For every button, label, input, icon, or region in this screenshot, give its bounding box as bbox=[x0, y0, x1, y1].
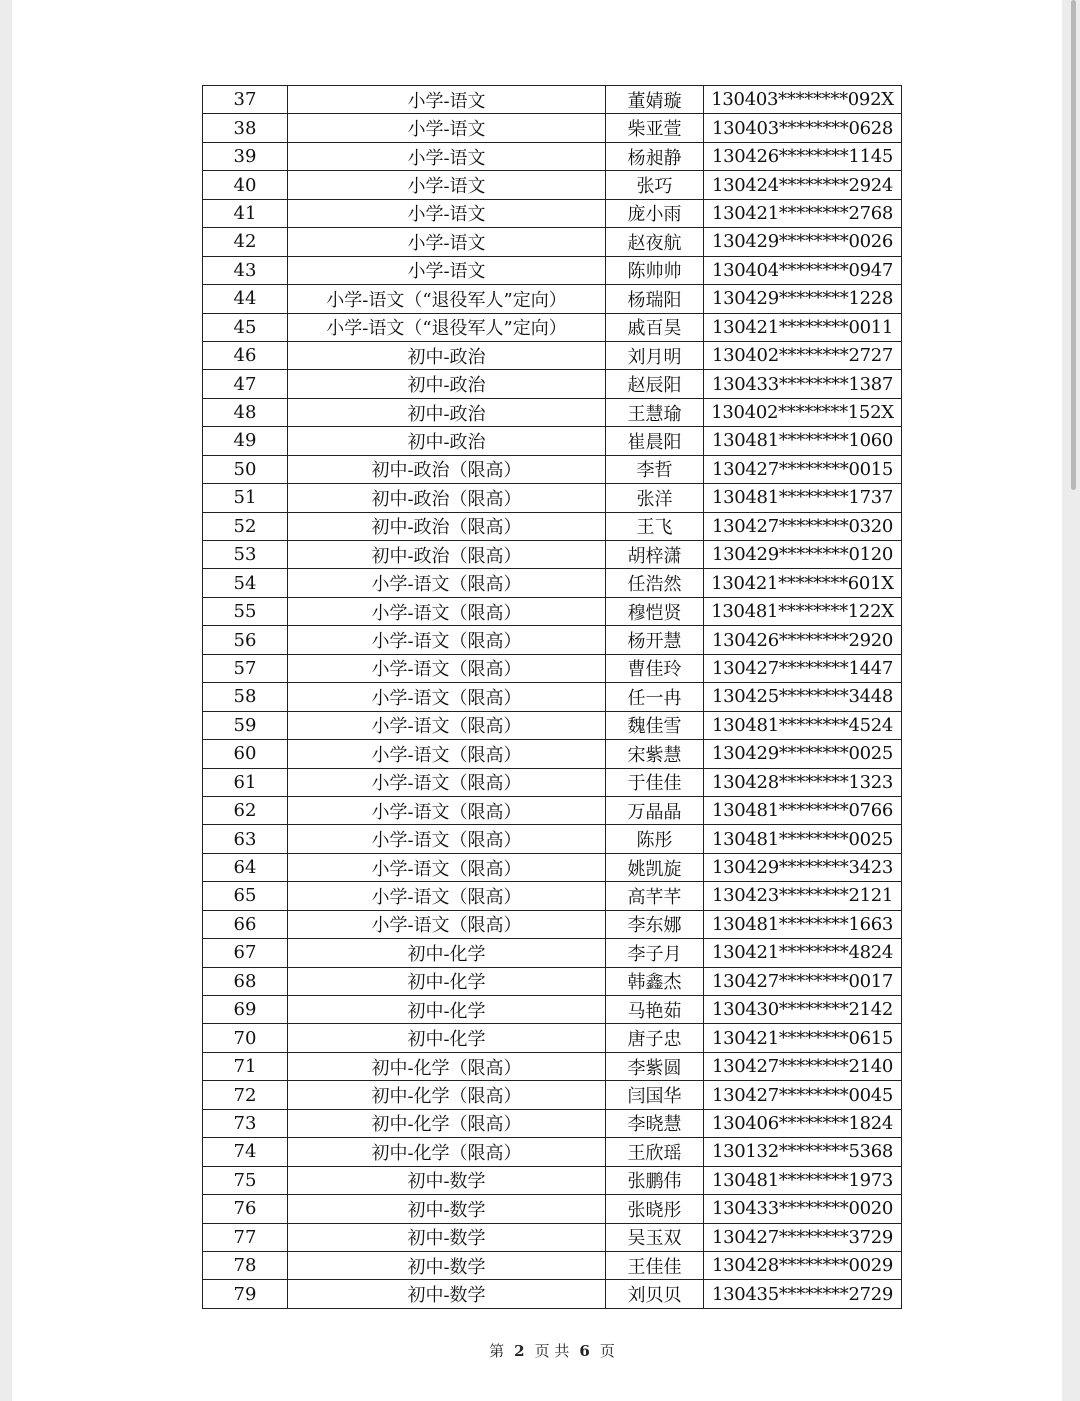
table-row bbox=[203, 740, 902, 768]
id-number-cell: 130481********1973 bbox=[704, 1166, 902, 1194]
page-footer bbox=[12, 1340, 1080, 1361]
name-cell: 张巧 bbox=[606, 171, 704, 199]
subject-cell: 初中-政治（限高） bbox=[288, 541, 606, 569]
name-cell: 姚凯旋 bbox=[606, 853, 704, 881]
id-number-cell: 130481********0025 bbox=[704, 825, 902, 853]
row-number-cell: 70 bbox=[203, 1024, 288, 1052]
name-cell: 李晓慧 bbox=[606, 1109, 704, 1137]
row-number-cell: 65 bbox=[203, 882, 288, 910]
subject-cell: 小学-语文（限高） bbox=[288, 597, 606, 625]
subject-cell: 小学-语文 bbox=[288, 256, 606, 284]
name-cell: 于佳佳 bbox=[606, 768, 704, 796]
row-number-cell: 58 bbox=[203, 683, 288, 711]
row-number-cell: 72 bbox=[203, 1081, 288, 1109]
subject-cell: 初中-化学（限高） bbox=[288, 1052, 606, 1080]
candidate-table bbox=[202, 85, 902, 1309]
row-number-cell: 43 bbox=[203, 256, 288, 284]
table-row bbox=[203, 512, 902, 540]
subject-cell: 小学-语文（限高） bbox=[288, 768, 606, 796]
name-cell: 唐子忠 bbox=[606, 1024, 704, 1052]
name-cell: 胡梓潇 bbox=[606, 541, 704, 569]
id-number-cell: 130481********1737 bbox=[704, 484, 902, 512]
name-cell: 李子月 bbox=[606, 939, 704, 967]
name-cell: 宋紫慧 bbox=[606, 740, 704, 768]
row-number-cell: 68 bbox=[203, 967, 288, 995]
table-row bbox=[203, 455, 902, 483]
table-row bbox=[203, 626, 902, 654]
name-cell: 马艳茹 bbox=[606, 996, 704, 1024]
subject-cell: 初中-化学 bbox=[288, 1024, 606, 1052]
row-number-cell: 77 bbox=[203, 1223, 288, 1251]
id-number-cell: 130430********2142 bbox=[704, 996, 902, 1024]
row-number-cell: 50 bbox=[203, 455, 288, 483]
table-row bbox=[203, 228, 902, 256]
subject-cell: 小学-语文（限高） bbox=[288, 711, 606, 739]
table-row bbox=[203, 1081, 902, 1109]
subject-cell: 初中-化学 bbox=[288, 967, 606, 995]
id-number-cell: 130427********3729 bbox=[704, 1223, 902, 1251]
subject-cell: 小学-语文（限高） bbox=[288, 910, 606, 938]
row-number-cell: 45 bbox=[203, 313, 288, 341]
id-number-cell: 130433********1387 bbox=[704, 370, 902, 398]
id-number-cell: 130481********1060 bbox=[704, 427, 902, 455]
name-cell: 柴亚萱 bbox=[606, 114, 704, 142]
row-number-cell: 67 bbox=[203, 939, 288, 967]
table-row bbox=[203, 654, 902, 682]
name-cell: 崔晨阳 bbox=[606, 427, 704, 455]
table-row bbox=[203, 285, 902, 313]
id-number-cell: 130429********3423 bbox=[704, 853, 902, 881]
table-row bbox=[203, 1052, 902, 1080]
table-row bbox=[203, 597, 902, 625]
id-number-cell: 130402********2727 bbox=[704, 341, 902, 369]
subject-cell: 小学-语文（限高） bbox=[288, 740, 606, 768]
document-page bbox=[12, 0, 1062, 1401]
subject-cell: 小学-语文 bbox=[288, 114, 606, 142]
name-cell: 万晶晶 bbox=[606, 796, 704, 824]
row-number-cell: 79 bbox=[203, 1280, 288, 1308]
subject-cell: 小学-语文（限高） bbox=[288, 825, 606, 853]
name-cell: 穆恺贤 bbox=[606, 597, 704, 625]
table-row bbox=[203, 1223, 902, 1251]
vertical-scrollbar[interactable] bbox=[1068, 0, 1078, 1401]
id-number-cell: 130425********3448 bbox=[704, 683, 902, 711]
id-number-cell: 130428********1323 bbox=[704, 768, 902, 796]
subject-cell: 初中-数学 bbox=[288, 1280, 606, 1308]
name-cell: 李紫圆 bbox=[606, 1052, 704, 1080]
table-row bbox=[203, 910, 902, 938]
id-number-cell: 130421********2768 bbox=[704, 199, 902, 227]
table-row bbox=[203, 1166, 902, 1194]
row-number-cell: 71 bbox=[203, 1052, 288, 1080]
table-row bbox=[203, 199, 902, 227]
subject-cell: 初中-化学（限高） bbox=[288, 1138, 606, 1166]
subject-cell: 小学-语文（限高） bbox=[288, 683, 606, 711]
id-number-cell: 130402********152X bbox=[704, 398, 902, 426]
row-number-cell: 48 bbox=[203, 398, 288, 426]
id-number-cell: 130421********0011 bbox=[704, 313, 902, 341]
table-row bbox=[203, 142, 902, 170]
subject-cell: 小学-语文（限高） bbox=[288, 654, 606, 682]
row-number-cell: 54 bbox=[203, 569, 288, 597]
subject-cell: 小学-语文（“退役军人”定向） bbox=[288, 285, 606, 313]
table-row bbox=[203, 427, 902, 455]
subject-cell: 小学-语文 bbox=[288, 171, 606, 199]
id-number-cell: 130423********2121 bbox=[704, 882, 902, 910]
row-number-cell: 46 bbox=[203, 341, 288, 369]
id-number-cell: 130421********601X bbox=[704, 569, 902, 597]
name-cell: 张洋 bbox=[606, 484, 704, 512]
table-row bbox=[203, 114, 902, 142]
name-cell: 董婧璇 bbox=[606, 86, 704, 114]
row-number-cell: 74 bbox=[203, 1138, 288, 1166]
candidate-table-body bbox=[203, 86, 902, 1309]
subject-cell: 小学-语文 bbox=[288, 142, 606, 170]
id-number-cell: 130427********0015 bbox=[704, 455, 902, 483]
id-number-cell: 130429********0120 bbox=[704, 541, 902, 569]
subject-cell: 小学-语文（“退役军人”定向） bbox=[288, 313, 606, 341]
row-number-cell: 62 bbox=[203, 796, 288, 824]
id-number-cell: 130429********0025 bbox=[704, 740, 902, 768]
subject-cell: 小学-语文（限高） bbox=[288, 853, 606, 881]
name-cell: 王欣瑶 bbox=[606, 1138, 704, 1166]
name-cell: 王慧瑜 bbox=[606, 398, 704, 426]
name-cell: 李哲 bbox=[606, 455, 704, 483]
table-row bbox=[203, 1138, 902, 1166]
table-row bbox=[203, 825, 902, 853]
table-row bbox=[203, 711, 902, 739]
id-number-cell: 130404********0947 bbox=[704, 256, 902, 284]
table-row bbox=[203, 939, 902, 967]
row-number-cell: 73 bbox=[203, 1109, 288, 1137]
name-cell: 任浩然 bbox=[606, 569, 704, 597]
row-number-cell: 44 bbox=[203, 285, 288, 313]
row-number-cell: 41 bbox=[203, 199, 288, 227]
name-cell: 赵辰阳 bbox=[606, 370, 704, 398]
subject-cell: 初中-政治（限高） bbox=[288, 484, 606, 512]
name-cell: 杨瑞阳 bbox=[606, 285, 704, 313]
table-row bbox=[203, 1109, 902, 1137]
name-cell: 刘贝贝 bbox=[606, 1280, 704, 1308]
row-number-cell: 66 bbox=[203, 910, 288, 938]
id-number-cell: 130132********5368 bbox=[704, 1138, 902, 1166]
subject-cell: 初中-数学 bbox=[288, 1166, 606, 1194]
table-row bbox=[203, 996, 902, 1024]
table-row bbox=[203, 341, 902, 369]
name-cell: 张晓彤 bbox=[606, 1195, 704, 1223]
subject-cell: 初中-政治（限高） bbox=[288, 512, 606, 540]
name-cell: 王佳佳 bbox=[606, 1251, 704, 1279]
row-number-cell: 38 bbox=[203, 114, 288, 142]
subject-cell: 初中-政治（限高） bbox=[288, 455, 606, 483]
subject-cell: 小学-语文（限高） bbox=[288, 796, 606, 824]
row-number-cell: 56 bbox=[203, 626, 288, 654]
id-number-cell: 130426********1145 bbox=[704, 142, 902, 170]
row-number-cell: 49 bbox=[203, 427, 288, 455]
table-row bbox=[203, 1024, 902, 1052]
name-cell: 闫国华 bbox=[606, 1081, 704, 1109]
subject-cell: 小学-语文（限高） bbox=[288, 626, 606, 654]
row-number-cell: 59 bbox=[203, 711, 288, 739]
table-row bbox=[203, 313, 902, 341]
id-number-cell: 130429********1228 bbox=[704, 285, 902, 313]
name-cell: 李东娜 bbox=[606, 910, 704, 938]
subject-cell: 小学-语文 bbox=[288, 199, 606, 227]
subject-cell: 初中-化学 bbox=[288, 996, 606, 1024]
row-number-cell: 57 bbox=[203, 654, 288, 682]
id-number-cell: 130421********4824 bbox=[704, 939, 902, 967]
subject-cell: 初中-政治 bbox=[288, 398, 606, 426]
footer-middle: 页 共 bbox=[534, 1342, 570, 1360]
subject-cell: 初中-化学（限高） bbox=[288, 1109, 606, 1137]
id-number-cell: 130481********0766 bbox=[704, 796, 902, 824]
name-cell: 刘月明 bbox=[606, 341, 704, 369]
name-cell: 杨昶静 bbox=[606, 142, 704, 170]
id-number-cell: 130481********1663 bbox=[704, 910, 902, 938]
footer-prefix: 第 bbox=[489, 1342, 505, 1360]
row-number-cell: 61 bbox=[203, 768, 288, 796]
subject-cell: 初中-数学 bbox=[288, 1195, 606, 1223]
id-number-cell: 130421********0615 bbox=[704, 1024, 902, 1052]
id-number-cell: 130406********1824 bbox=[704, 1109, 902, 1137]
id-number-cell: 130403********092X bbox=[704, 86, 902, 114]
table-row bbox=[203, 370, 902, 398]
row-number-cell: 53 bbox=[203, 541, 288, 569]
subject-cell: 初中-政治 bbox=[288, 427, 606, 455]
subject-cell: 小学-语文（限高） bbox=[288, 569, 606, 597]
table-row bbox=[203, 853, 902, 881]
table-row bbox=[203, 967, 902, 995]
row-number-cell: 51 bbox=[203, 484, 288, 512]
subject-cell: 初中-数学 bbox=[288, 1223, 606, 1251]
name-cell: 高芊芊 bbox=[606, 882, 704, 910]
table-row bbox=[203, 1195, 902, 1223]
row-number-cell: 42 bbox=[203, 228, 288, 256]
id-number-cell: 130427********0320 bbox=[704, 512, 902, 540]
row-number-cell: 47 bbox=[203, 370, 288, 398]
id-number-cell: 130427********1447 bbox=[704, 654, 902, 682]
table-row bbox=[203, 256, 902, 284]
row-number-cell: 76 bbox=[203, 1195, 288, 1223]
table-row bbox=[203, 1280, 902, 1308]
id-number-cell: 130435********2729 bbox=[704, 1280, 902, 1308]
name-cell: 杨开慧 bbox=[606, 626, 704, 654]
table-row bbox=[203, 484, 902, 512]
name-cell: 戚百昊 bbox=[606, 313, 704, 341]
subject-cell: 小学-语文 bbox=[288, 86, 606, 114]
name-cell: 陈彤 bbox=[606, 825, 704, 853]
table-row bbox=[203, 86, 902, 114]
row-number-cell: 75 bbox=[203, 1166, 288, 1194]
name-cell: 韩鑫杰 bbox=[606, 967, 704, 995]
row-number-cell: 60 bbox=[203, 740, 288, 768]
id-number-cell: 130403********0628 bbox=[704, 114, 902, 142]
subject-cell: 初中-政治 bbox=[288, 341, 606, 369]
subject-cell: 初中-化学 bbox=[288, 939, 606, 967]
id-number-cell: 130433********0020 bbox=[704, 1195, 902, 1223]
row-number-cell: 78 bbox=[203, 1251, 288, 1279]
id-number-cell: 130481********4524 bbox=[704, 711, 902, 739]
table-row bbox=[203, 882, 902, 910]
row-number-cell: 63 bbox=[203, 825, 288, 853]
current-page-number: 2 bbox=[514, 1342, 525, 1360]
subject-cell: 小学-语文（限高） bbox=[288, 882, 606, 910]
table-row bbox=[203, 171, 902, 199]
row-number-cell: 55 bbox=[203, 597, 288, 625]
name-cell: 王飞 bbox=[606, 512, 704, 540]
table-row bbox=[203, 398, 902, 426]
table-row bbox=[203, 1251, 902, 1279]
name-cell: 赵夜航 bbox=[606, 228, 704, 256]
scrollbar-thumb[interactable] bbox=[1071, 0, 1076, 490]
table-row bbox=[203, 541, 902, 569]
subject-cell: 初中-数学 bbox=[288, 1251, 606, 1279]
name-cell: 曹佳玲 bbox=[606, 654, 704, 682]
id-number-cell: 130427********2140 bbox=[704, 1052, 902, 1080]
row-number-cell: 69 bbox=[203, 996, 288, 1024]
id-number-cell: 130424********2924 bbox=[704, 171, 902, 199]
row-number-cell: 52 bbox=[203, 512, 288, 540]
name-cell: 吴玉双 bbox=[606, 1223, 704, 1251]
footer-suffix: 页 bbox=[599, 1342, 615, 1360]
subject-cell: 初中-政治 bbox=[288, 370, 606, 398]
name-cell: 陈帅帅 bbox=[606, 256, 704, 284]
id-number-cell: 130428********0029 bbox=[704, 1251, 902, 1279]
subject-cell: 初中-化学（限高） bbox=[288, 1081, 606, 1109]
id-number-cell: 130481********122X bbox=[704, 597, 902, 625]
row-number-cell: 37 bbox=[203, 86, 288, 114]
table-row bbox=[203, 569, 902, 597]
row-number-cell: 40 bbox=[203, 171, 288, 199]
name-cell: 任一冉 bbox=[606, 683, 704, 711]
row-number-cell: 39 bbox=[203, 142, 288, 170]
name-cell: 张鹏伟 bbox=[606, 1166, 704, 1194]
row-number-cell: 64 bbox=[203, 853, 288, 881]
table-row bbox=[203, 768, 902, 796]
table-row bbox=[203, 796, 902, 824]
name-cell: 魏佳雪 bbox=[606, 711, 704, 739]
id-number-cell: 130426********2920 bbox=[704, 626, 902, 654]
table-row bbox=[203, 683, 902, 711]
name-cell: 庞小雨 bbox=[606, 199, 704, 227]
id-number-cell: 130427********0045 bbox=[704, 1081, 902, 1109]
id-number-cell: 130429********0026 bbox=[704, 228, 902, 256]
total-pages-number: 6 bbox=[579, 1342, 590, 1360]
subject-cell: 小学-语文 bbox=[288, 228, 606, 256]
id-number-cell: 130427********0017 bbox=[704, 967, 902, 995]
